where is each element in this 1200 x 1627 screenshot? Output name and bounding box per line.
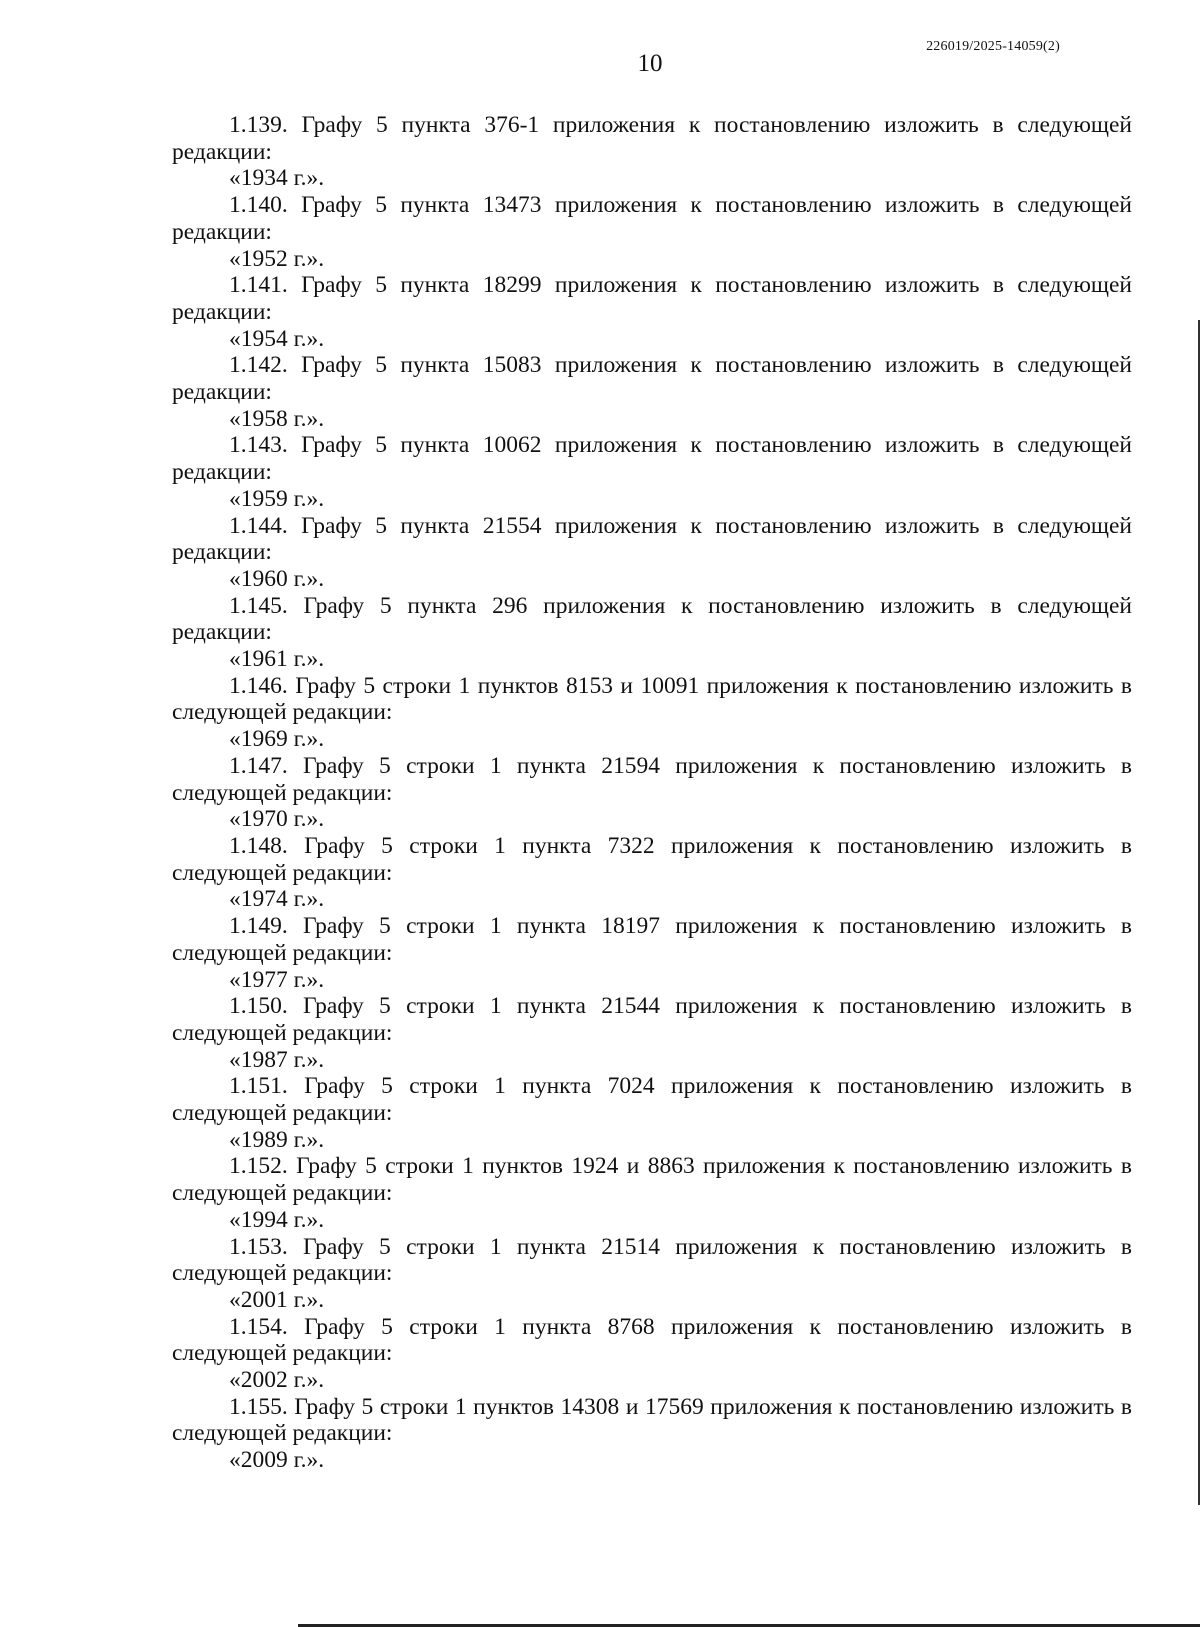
value-1-149: «1977 г.».: [229, 966, 325, 993]
paragraph-1-151: 1.151. Графу 5 строки 1 пункта 7024 приложения к постановлению изложить в следующей редакции:: [172, 1073, 1132, 1127]
paragraph-1-150: 1.150. Графу 5 строки 1 пункта 21544 приложения к постановлению изложить в следующей редакции:: [172, 993, 1132, 1046]
value-1-146: «1969 г.».: [229, 726, 325, 753]
paragraph-1-147: 1.147. Графу 5 строки 1 пункта 21594 приложения к постановлению изложить в следующей редакции:: [172, 752, 1132, 806]
paragraph-1-154: 1.154. Графу 5 строки 1 пункта 8768 приложения к постановлению изложить в следующей редакции:: [172, 1313, 1132, 1367]
document-body: [172, 112, 1132, 1474]
paragraph-1-149: 1.149. Графу 5 строки 1 пункта 18197 приложения к постановлению изложить в следующей редакции:: [172, 913, 1132, 966]
paragraph-1-141: 1.141. Графу 5 пункта 18299 приложения к постановлению изложить в следующей редакции:: [172, 272, 1132, 325]
value-1-139: «1934 г.».: [229, 165, 325, 192]
value-1-145: «1961 г.».: [229, 646, 325, 673]
paragraph-1-155: 1.155. Графу 5 строки 1 пунктов 14308 и 17569 приложения к постановлению изложить в следующей редакции:: [172, 1393, 1132, 1447]
paragraph-1-143: 1.143. Графу 5 пункта 10062 приложения к постановлению изложить в следующей редакции:: [172, 432, 1132, 486]
paragraph-1-145: 1.145. Графу 5 пункта 296 приложения к постановлению изложить в следующей редакции:: [172, 592, 1132, 646]
value-1-148: «1974 г.».: [229, 886, 325, 913]
value-1-153: «2001 г.».: [229, 1286, 325, 1313]
value-1-155: «2009 г.».: [229, 1447, 325, 1474]
value-1-150: «1987 г.».: [229, 1046, 325, 1073]
paragraph-1-152: 1.152. Графу 5 строки 1 пунктов 1924 и 8863 приложения к постановлению изложить в следующей редакции:: [172, 1153, 1132, 1207]
value-1-142: «1958 г.».: [229, 405, 325, 432]
value-1-143: «1959 г.».: [229, 485, 325, 512]
value-1-147: «1970 г.».: [229, 806, 325, 833]
value-1-140: «1952 г.».: [229, 245, 325, 272]
paragraph-1-146: 1.146. Графу 5 строки 1 пунктов 8153 и 10091 приложения к постановлению изложить в следующей редакции:: [172, 672, 1132, 726]
value-1-152: «1994 г.».: [229, 1206, 325, 1233]
value-1-144: «1960 г.».: [229, 565, 325, 592]
value-1-154: «2002 г.».: [229, 1367, 325, 1394]
paragraph-1-140: 1.140. Графу 5 пункта 13473 приложения к постановлению изложить в следующей редакции:: [172, 192, 1132, 245]
value-1-141: «1954 г.».: [229, 325, 325, 352]
paragraph-1-148: 1.148. Графу 5 строки 1 пункта 7322 приложения к постановлению изложить в следующей редакции:: [172, 832, 1132, 886]
paragraph-1-139: 1.139. Графу 5 пункта 376-1 приложения к постановлению изложить в следующей редакции:: [172, 112, 1132, 165]
value-1-151: «1989 г.».: [229, 1126, 325, 1153]
paragraph-1-144: 1.144. Графу 5 пункта 21554 приложения к постановлению изложить в следующей редакции:: [172, 512, 1132, 566]
page-number: 10: [637, 50, 663, 77]
document-id: 226019/2025-14059(2): [926, 39, 1060, 54]
paragraph-1-142: 1.142. Графу 5 пункта 15083 приложения к постановлению изложить в следующей редакции:: [172, 352, 1132, 406]
paragraph-1-153: 1.153. Графу 5 строки 1 пункта 21514 приложения к постановлению изложить в следующей редакции:: [172, 1233, 1132, 1287]
